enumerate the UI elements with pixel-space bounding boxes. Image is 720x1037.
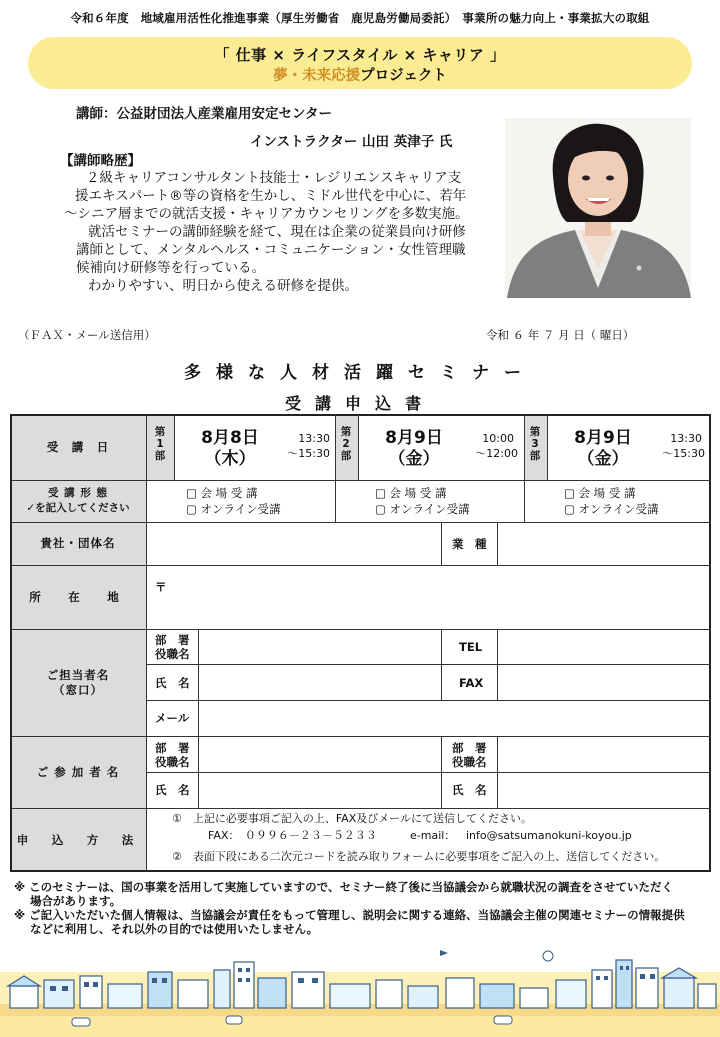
apply-mail-address[interactable]: info@satsumanokuni-koyou.jp (466, 829, 632, 842)
postal-mark: 〒 (155, 580, 167, 594)
fax-field[interactable] (498, 665, 710, 700)
banner-line-2 (28, 64, 692, 85)
participant-2-dept-label: 部 署 (452, 741, 487, 755)
format-label-hint: ✓を記入してください (26, 502, 130, 514)
contact-label-sub: （窓口） (53, 682, 103, 697)
session-1-date: 8月8日 (201, 428, 259, 448)
note-2: ※ ご記入いただいた個人情報は、当協議会が責任をもって管理し、説明会に関する連絡、当協議会主催の関連セミナーの情報提供 (14, 908, 685, 922)
town-skyline-graphic (0, 950, 720, 1037)
apply-fax-number: FAX： ０９９６－２３－５２３３ (208, 829, 377, 842)
format-label (10, 480, 146, 522)
participant-1-dept-field[interactable] (199, 737, 441, 772)
session-3-end: ～15:30 (662, 447, 705, 460)
session-1-online-checkbox[interactable]: ▢ オンライン受講 (186, 502, 281, 516)
session-1-end: ～15:30 (287, 447, 330, 460)
session-2-end: ～12:00 (475, 447, 518, 460)
form-title: 多様な人材活躍セミナー (184, 363, 536, 383)
session-1-no: 第1部 (154, 426, 166, 462)
lecturer-photo (505, 118, 691, 298)
portrait-illustration (505, 118, 691, 298)
contact-position-label: 役職名 (155, 647, 190, 661)
participant-2-name-field[interactable] (498, 773, 710, 808)
industry-label: 業 種 (452, 537, 487, 551)
banner-line-1: 「 仕事 × ライフスタイル × キャリア 」 (214, 46, 506, 64)
form-subtitle: 受講申込書 (284, 394, 435, 413)
format-label-title: 受 講 形 態 (48, 487, 108, 499)
session-2-online-checkbox[interactable]: ▢ オンライン受講 (375, 502, 470, 516)
note-2-cont: などに利用し、それ以外の目的では使用いたしません。 (30, 922, 319, 936)
participant-2-position-label: 役職名 (452, 755, 487, 769)
session-2-start: 10:00 (482, 432, 514, 445)
bio-line: 援エキスパート®等の資格を生かし、ミドル世代を中心に、若年 (75, 188, 467, 204)
bio-line: 就活セミナーの講師経験を経て、現在は企業の従業員向け研修 (88, 224, 466, 240)
session-1-weekday: （木） (204, 449, 256, 469)
session-3-start: 13:30 (670, 432, 702, 445)
session-3-date: 8月9日 (574, 428, 632, 448)
contact-label (10, 629, 146, 736)
apply-method-label: 申 込 方 法 (16, 832, 140, 847)
session-3-no: 第3部 (529, 426, 541, 462)
session-3-online-checkbox[interactable]: ▢ オンライン受講 (564, 502, 659, 516)
lecturer-name: インストラクター 山田 英津子 氏 (250, 134, 453, 150)
contact-dept-field[interactable] (199, 630, 441, 664)
town-illustration (0, 950, 720, 1037)
participant-position-label: 役職名 (155, 755, 190, 769)
contact-name-label: 氏 名 (155, 676, 190, 690)
banner-rest: プロジェクト (360, 68, 447, 84)
participant-2-name-label: 氏 名 (452, 783, 487, 797)
contact-dept-label: 部 署 (155, 633, 190, 647)
contact-label-title: ご担当者名 (46, 667, 110, 682)
send-note: （ＦＡＸ・メール送信用） (18, 328, 156, 342)
bio-line: 講師として、メンタルヘルス・コミュニケーション・女性管理職 (76, 242, 466, 258)
date-label: 受 講 日 (46, 439, 110, 454)
session-2-no: 第2部 (340, 426, 352, 462)
tel-label: TEL (459, 640, 483, 654)
lecturer-org: 講師：公益財団法人産業雇用安定センター (76, 106, 332, 122)
session-1-start: 13:30 (298, 432, 330, 445)
tel-field[interactable] (498, 630, 710, 664)
apply-mail-label: e-mail： (410, 829, 456, 842)
company-field[interactable] (147, 523, 441, 565)
session-2-date: 8月9日 (385, 428, 443, 448)
participant-label: ご 参 加 者 名 (36, 764, 120, 779)
apply-method-1: ① 上記に必要事項ご記入の上、FAX及びメールにて送信してください。 (172, 812, 533, 825)
industry-field[interactable] (498, 523, 710, 565)
banner-accent: 夢・未来応援 (273, 68, 361, 84)
session-3-venue-checkbox[interactable]: □ 会 場 受 講 (564, 486, 636, 500)
session-2-weekday: （金） (388, 449, 440, 469)
participant-2-dept-field[interactable] (498, 737, 710, 772)
bio-line: わかりやすい、明日から使える研修を提供。 (88, 278, 358, 294)
fax-label: FAX (459, 676, 484, 690)
participant-dept-label: 部 署 (155, 741, 190, 755)
company-label: 貴社・団体名 (40, 536, 116, 550)
contact-name-field[interactable] (199, 665, 441, 700)
apply-method-2: ② 表面下段にある二次元コードを読み取りフォームに必要事項をご記入の上、送信してください。 (172, 850, 666, 863)
bio-heading: 【講師略歴】 (60, 153, 141, 169)
bio-line: 候補向け研修等を行っている。 (76, 260, 265, 276)
session-3-weekday: （金） (577, 449, 629, 469)
address-field[interactable] (147, 566, 710, 629)
program-header: 令和６年度 地域雇用活性化推進事業（厚生労働省 鹿児島労働局委託） 事業所の魅力向上・事業拡大の取組 (70, 11, 650, 25)
note-1-cont: 場合があります。 (30, 894, 122, 908)
bio-line: ２級キャリアコンサルタント技能士・レジリエンスキャリア支 (86, 170, 462, 186)
date-line: 令和 ６ 年 ７ 月 日（ 曜日） (486, 328, 635, 342)
note-1: ※ このセミナーは、国の事業を活用して実施していますので、セミナー終了後に当協議会から就職状況の調査をさせていただく (14, 880, 673, 894)
participant-1-name-field[interactable] (199, 773, 441, 808)
session-1-venue-checkbox[interactable]: □ 会 場 受 講 (186, 486, 258, 500)
mail-field[interactable] (199, 701, 710, 736)
participant-name-label: 氏 名 (155, 783, 190, 797)
mail-label: メール (155, 711, 190, 725)
address-label: 所 在 地 (29, 589, 127, 604)
bio-line: ～シニア層までの就活支援・キャリアカウンセリングを多数実施。 (64, 206, 469, 222)
session-2-venue-checkbox[interactable]: □ 会 場 受 講 (375, 486, 447, 500)
